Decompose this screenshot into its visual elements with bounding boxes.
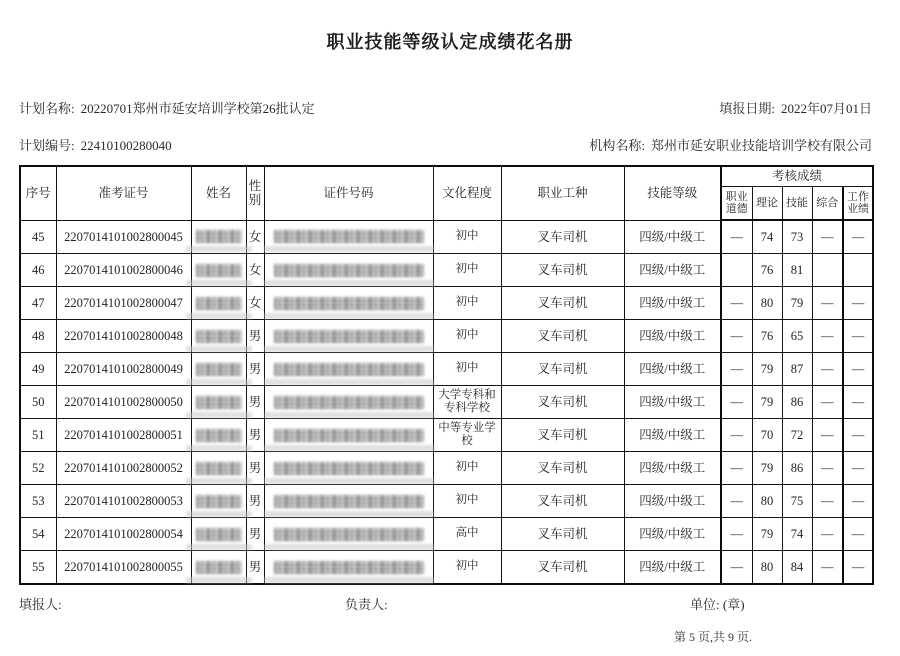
cell-occupation: 叉车司机	[501, 386, 624, 419]
redacted-id-blur	[274, 297, 424, 310]
cell-id-number	[264, 287, 433, 320]
cell-occupation: 叉车司机	[501, 518, 624, 551]
cell-gender: 女	[246, 287, 264, 320]
cell-ticket: 2207014101002800051	[56, 419, 191, 452]
cell-occupation: 叉车司机	[501, 320, 624, 353]
cell-score-ethics	[721, 254, 752, 287]
cell-education: 高中	[433, 518, 501, 551]
plan-no-value: 22410100280040	[80, 138, 172, 153]
cell-score-comprehensive: —	[812, 452, 843, 485]
header-occupation: 职业工种	[501, 166, 624, 220]
table-row	[20, 419, 873, 452]
cell-score-ethics: —	[721, 320, 752, 353]
cell-occupation: 叉车司机	[501, 419, 624, 452]
cell-id-number	[264, 518, 433, 551]
cell-skill-level: 四级/中级工	[624, 254, 721, 287]
header-score-ethics: 职业道德	[721, 187, 752, 221]
cell-id-number	[264, 551, 433, 585]
cell-score-ethics: —	[721, 551, 752, 585]
plan-no-label: 计划编号:	[19, 138, 75, 153]
cell-score-theory: 79	[752, 353, 782, 386]
table-row	[20, 551, 873, 585]
table-row	[20, 320, 873, 353]
cell-score-skill: 81	[782, 254, 812, 287]
cell-ticket: 2207014101002800048	[56, 320, 191, 353]
cell-occupation: 叉车司机	[501, 551, 624, 585]
cell-gender: 男	[246, 419, 264, 452]
cell-score-theory: 79	[752, 386, 782, 419]
cell-gender: 女	[246, 220, 264, 254]
table-row	[20, 254, 873, 287]
cell-score-theory: 79	[752, 518, 782, 551]
cell-score-work: —	[843, 452, 873, 485]
redacted-name-blur	[196, 230, 242, 243]
header-row-group	[20, 166, 873, 187]
plan-name-label: 计划名称:	[19, 101, 75, 116]
fill-date-value: 2022年07月01日	[780, 101, 872, 116]
page-number: 第 5 页,共 9 页.	[673, 630, 752, 644]
redacted-name-blur	[196, 429, 242, 442]
redacted-id-blur	[274, 264, 424, 277]
cell-score-theory: 74	[752, 220, 782, 254]
cell-education: 初中	[433, 287, 501, 320]
cell-id-number	[264, 485, 433, 518]
cell-score-work: —	[843, 419, 873, 452]
cell-occupation: 叉车司机	[501, 254, 624, 287]
cell-education: 大学专科和专科学校	[433, 386, 501, 419]
redacted-name-blur	[196, 330, 242, 343]
cell-name	[191, 452, 246, 485]
header-score-theory: 理论	[752, 187, 782, 221]
cell-name	[191, 518, 246, 551]
redacted-name-blur	[196, 495, 242, 508]
cell-score-work: —	[843, 220, 873, 254]
cell-score-skill: 87	[782, 353, 812, 386]
cell-gender: 男	[246, 452, 264, 485]
cell-score-ethics: —	[721, 287, 752, 320]
unit-seal-label: 单位: (章)	[690, 597, 745, 612]
cell-education: 初中	[433, 551, 501, 585]
cell-score-comprehensive: —	[812, 485, 843, 518]
cell-score-comprehensive: —	[812, 320, 843, 353]
redacted-name-blur	[196, 462, 242, 475]
cell-seq: 53	[20, 485, 56, 518]
redacted-name-blur	[196, 297, 242, 310]
cell-education: 初中	[433, 220, 501, 254]
filler-label: 填报人:	[19, 597, 62, 612]
cell-score-skill: 86	[782, 386, 812, 419]
redacted-id-blur	[274, 561, 424, 574]
cell-ticket: 2207014101002800054	[56, 518, 191, 551]
cell-score-work: —	[843, 353, 873, 386]
cell-score-work	[843, 254, 873, 287]
cell-score-ethics: —	[721, 518, 752, 551]
cell-skill-level: 四级/中级工	[624, 551, 721, 585]
cell-ticket: 2207014101002800046	[56, 254, 191, 287]
cell-id-number	[264, 220, 433, 254]
cell-ticket: 2207014101002800049	[56, 353, 191, 386]
cell-score-work: —	[843, 287, 873, 320]
cell-score-skill: 86	[782, 452, 812, 485]
cell-score-theory: 79	[752, 452, 782, 485]
cell-id-number	[264, 353, 433, 386]
cell-score-theory: 80	[752, 485, 782, 518]
cell-score-comprehensive: —	[812, 551, 843, 585]
cell-id-number	[264, 386, 433, 419]
redacted-id-blur	[274, 330, 424, 343]
table-row	[20, 452, 873, 485]
cell-score-comprehensive	[812, 254, 843, 287]
cell-score-ethics: —	[721, 419, 752, 452]
table-row	[20, 287, 873, 320]
org-line	[589, 135, 872, 154]
plan-name-value: 20220701郑州市延安培训学校第26批认定	[80, 101, 315, 116]
cell-seq: 54	[20, 518, 56, 551]
page-title: 职业技能等级认定成绩花名册	[326, 32, 574, 53]
redacted-id-blur	[274, 528, 424, 541]
cell-score-skill: 72	[782, 419, 812, 452]
cell-score-ethics: —	[721, 386, 752, 419]
table-row	[20, 485, 873, 518]
cell-skill-level: 四级/中级工	[624, 320, 721, 353]
redacted-id-blur	[274, 495, 424, 508]
cell-ticket: 2207014101002800047	[56, 287, 191, 320]
cell-score-comprehensive: —	[812, 518, 843, 551]
header-id-number: 证件号码	[264, 166, 433, 220]
cell-skill-level: 四级/中级工	[624, 386, 721, 419]
cell-seq: 49	[20, 353, 56, 386]
cell-name	[191, 220, 246, 254]
cell-ticket: 2207014101002800052	[56, 452, 191, 485]
cell-score-theory: 80	[752, 287, 782, 320]
cell-score-work: —	[843, 485, 873, 518]
cell-id-number	[264, 419, 433, 452]
score-table-body	[20, 220, 873, 584]
cell-score-comprehensive: —	[812, 220, 843, 254]
cell-occupation: 叉车司机	[501, 287, 624, 320]
redacted-id-blur	[274, 462, 424, 475]
cell-ticket: 2207014101002800055	[56, 551, 191, 585]
cell-name	[191, 254, 246, 287]
cell-name	[191, 419, 246, 452]
cell-skill-level: 四级/中级工	[624, 220, 721, 254]
cell-score-ethics: —	[721, 220, 752, 254]
cell-occupation: 叉车司机	[501, 353, 624, 386]
cell-seq: 51	[20, 419, 56, 452]
org-name-value: 郑州市延安职业技能培训学校有限公司	[650, 138, 872, 153]
header-skill-level: 技能等级	[624, 166, 721, 220]
cell-seq: 48	[20, 320, 56, 353]
cell-score-ethics: —	[721, 485, 752, 518]
cell-skill-level: 四级/中级工	[624, 485, 721, 518]
header-name: 姓名	[191, 166, 246, 220]
cell-score-work: —	[843, 320, 873, 353]
cell-education: 中等专业学校	[433, 419, 501, 452]
fill-date-line	[719, 98, 872, 117]
leader-label: 负责人:	[345, 597, 388, 612]
cell-gender: 男	[246, 320, 264, 353]
cell-name	[191, 386, 246, 419]
cell-education: 初中	[433, 452, 501, 485]
cell-score-comprehensive: —	[812, 419, 843, 452]
fill-date-label: 填报日期:	[719, 101, 775, 116]
cell-score-comprehensive: —	[812, 287, 843, 320]
cell-score-skill: 84	[782, 551, 812, 585]
cell-score-skill: 74	[782, 518, 812, 551]
cell-skill-level: 四级/中级工	[624, 353, 721, 386]
header-ticket: 准考证号	[56, 166, 191, 220]
cell-score-comprehensive: —	[812, 386, 843, 419]
cell-gender: 男	[246, 485, 264, 518]
cell-id-number	[264, 254, 433, 287]
header-gender: 性别	[246, 166, 264, 220]
cell-score-ethics: —	[721, 353, 752, 386]
cell-occupation: 叉车司机	[501, 220, 624, 254]
cell-score-theory: 76	[752, 320, 782, 353]
org-label: 机构名称:	[589, 138, 645, 153]
cell-name	[191, 485, 246, 518]
cell-ticket: 2207014101002800050	[56, 386, 191, 419]
cell-gender: 男	[246, 386, 264, 419]
cell-score-ethics: —	[721, 452, 752, 485]
cell-skill-level: 四级/中级工	[624, 518, 721, 551]
cell-education: 初中	[433, 485, 501, 518]
cell-score-theory: 70	[752, 419, 782, 452]
cell-id-number	[264, 452, 433, 485]
cell-score-theory: 80	[752, 551, 782, 585]
cell-skill-level: 四级/中级工	[624, 287, 721, 320]
table-row	[20, 518, 873, 551]
redacted-name-blur	[196, 528, 242, 541]
redacted-id-blur	[274, 230, 424, 243]
redacted-name-blur	[196, 363, 242, 376]
redacted-id-blur	[274, 396, 424, 409]
cell-score-skill: 75	[782, 485, 812, 518]
cell-gender: 男	[246, 551, 264, 585]
table-row	[20, 353, 873, 386]
cell-score-skill: 73	[782, 220, 812, 254]
header-score-skill: 技能	[782, 187, 812, 221]
cell-occupation: 叉车司机	[501, 485, 624, 518]
cell-id-number	[264, 320, 433, 353]
header-score-group: 考核成绩	[721, 166, 873, 187]
cell-score-skill: 65	[782, 320, 812, 353]
cell-skill-level: 四级/中级工	[624, 452, 721, 485]
table-row	[20, 386, 873, 419]
plan-name-line	[19, 98, 315, 117]
redacted-id-blur	[274, 363, 424, 376]
cell-ticket: 2207014101002800045	[56, 220, 191, 254]
cell-seq: 55	[20, 551, 56, 585]
cell-score-work: —	[843, 518, 873, 551]
cell-score-comprehensive: —	[812, 353, 843, 386]
cell-score-work: —	[843, 386, 873, 419]
header-seq: 序号	[20, 166, 56, 220]
cell-name	[191, 320, 246, 353]
header-score-work: 工作业绩	[843, 187, 873, 221]
header-education: 文化程度	[433, 166, 501, 220]
cell-education: 初中	[433, 353, 501, 386]
cell-score-work: —	[843, 551, 873, 585]
cell-score-theory: 76	[752, 254, 782, 287]
cell-education: 初中	[433, 254, 501, 287]
cell-education: 初中	[433, 320, 501, 353]
cell-name	[191, 353, 246, 386]
score-roster-table	[19, 165, 874, 585]
table-row	[20, 220, 873, 254]
cell-occupation: 叉车司机	[501, 452, 624, 485]
cell-seq: 45	[20, 220, 56, 254]
cell-seq: 50	[20, 386, 56, 419]
cell-skill-level: 四级/中级工	[624, 419, 721, 452]
redacted-name-blur	[196, 561, 242, 574]
redacted-id-blur	[274, 429, 424, 442]
cell-gender: 男	[246, 353, 264, 386]
cell-seq: 47	[20, 287, 56, 320]
cell-seq: 52	[20, 452, 56, 485]
header-score-comprehensive: 综合	[812, 187, 843, 221]
cell-name	[191, 287, 246, 320]
cell-gender: 男	[246, 518, 264, 551]
redacted-name-blur	[196, 396, 242, 409]
redacted-name-blur	[196, 264, 242, 277]
cell-seq: 46	[20, 254, 56, 287]
cell-gender: 女	[246, 254, 264, 287]
plan-no-line	[19, 135, 172, 154]
cell-name	[191, 551, 246, 585]
cell-ticket: 2207014101002800053	[56, 485, 191, 518]
cell-score-skill: 79	[782, 287, 812, 320]
